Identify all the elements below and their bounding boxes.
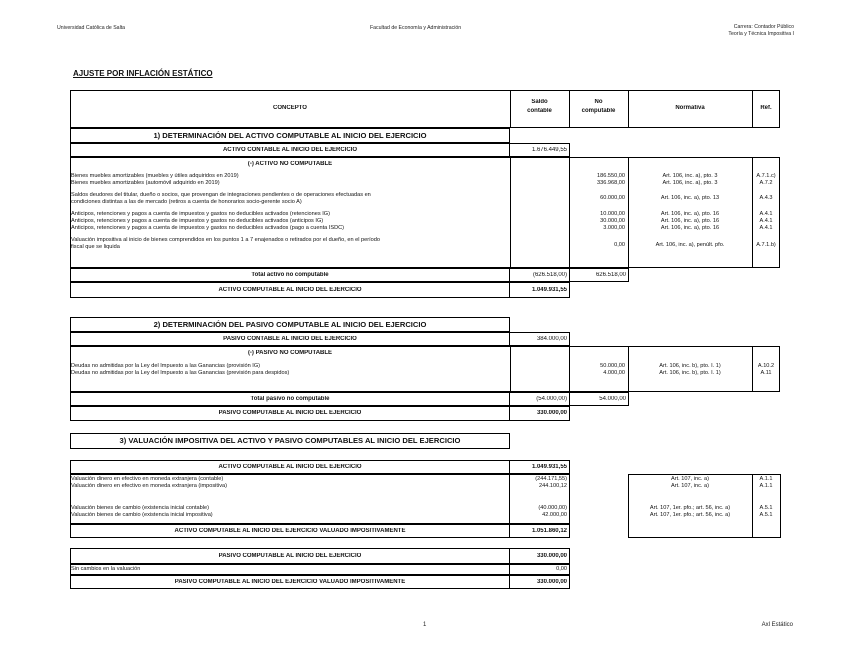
pasivo-computable-value: 330.000,00: [536, 410, 567, 416]
item-ref: A.5.1: [759, 505, 773, 511]
item-text: Valuación dinero en efectivo en moneda extranjera (contable): [71, 476, 224, 482]
s3-activo-label: ACTIVO COMPUTABLE AL INICIO DEL EJERCICIO: [218, 464, 362, 470]
item-text: Deudas no admitidas por la Ley del Impuesto a las Ganancias (previsión para despidos): [71, 370, 290, 376]
pasivo-no-computable-header: (-) PASIVO NO COMPUTABLE: [247, 350, 333, 356]
page-number: 1: [423, 622, 427, 628]
total-pasivo-no-computable-nocomp: 54.000,00: [599, 396, 626, 402]
pasivo-computable-label: PASIVO COMPUTABLE AL INICIO DEL EJERCICIO: [218, 410, 362, 416]
item-text: Valuación bienes de cambio (existencia inicial contable): [71, 505, 209, 511]
item-value: 4.000,00: [603, 370, 625, 376]
item-norm: Art. 106, inc. a), pto. 3: [662, 173, 718, 179]
item-norm: Art. 107, inc. a): [671, 483, 709, 489]
col-normativa: Normativa: [675, 105, 705, 111]
col-ref: Ref.: [760, 105, 772, 111]
col-nocomp-l2: computable: [581, 108, 616, 114]
item-norm: Art. 107, 1er. pfo.; art. 56, inc. a): [649, 505, 731, 511]
item-ref: A.4.3: [759, 195, 773, 201]
item-value: (40.000,00): [538, 505, 567, 511]
s3-pasivo-label: PASIVO COMPUTABLE AL INICIO DEL EJERCICIO: [218, 553, 362, 559]
section-1-title: 1) DETERMINACIÓN DEL ACTIVO COMPUTABLE AL INICIO DEL EJERCICIO: [153, 131, 427, 140]
item-ref: A.10.2: [757, 363, 775, 369]
s3-pasivo-value: 330.000,00: [536, 553, 567, 559]
item-norm: Art. 106, inc. a), pto. 3: [662, 180, 718, 186]
activo-computable-value: 1.049.931,55: [531, 287, 567, 293]
item-text: condiciones distintas a las de mercado (retiros a cuenta de honorarios socio-gerente socio A): [71, 199, 302, 205]
item-value: 30.000,00: [600, 218, 625, 224]
item-value: (244.171,55): [535, 476, 567, 482]
s3-activo-value: 1.049.931,55: [531, 464, 567, 470]
item-text: Anticipos, retenciones y pagos a cuenta de impuestos y gastos no deducibles activados (anticipos IG): [71, 218, 324, 224]
item-ref: A.7.1.c): [756, 173, 776, 179]
item-ref: A.1.1: [759, 476, 773, 482]
item-value: 3.000,00: [603, 225, 625, 231]
total-pasivo-no-computable-saldo: (54.000,00): [536, 396, 567, 402]
item-value: 10.000,00: [600, 211, 625, 217]
item-ref: A.7.1.b): [756, 242, 776, 248]
item-text: Anticipos, retenciones y pagos a cuenta de impuestos y gastos no deducibles activados (pago a cuenta ISDC): [71, 225, 345, 231]
item-norm: Art. 106, inc. a), pto. 16: [660, 225, 720, 231]
item-norm: Art. 107, inc. a): [671, 476, 709, 482]
s3-sin-cambios-label: Sin cambios en la valuación: [71, 566, 141, 572]
item-ref: A.4.1: [759, 225, 773, 231]
item-value: 42.000,00: [542, 512, 567, 518]
item-text: Valuación bienes de cambio (existencia inicial impositiva): [71, 512, 213, 518]
item-text: Anticipos, retenciones y pagos a cuenta de impuestos y gastos no deducibles activados (retenciones IG): [71, 211, 331, 217]
section-2-title: 2) DETERMINACIÓN DEL PASIVO COMPUTABLE AL INICIO DEL EJERCICIO: [153, 320, 427, 329]
header-subject: Teoría y Técnica Impositiva I: [728, 31, 794, 37]
item-value: 0,00: [614, 242, 625, 248]
item-text: Valuación dinero en efectivo en moneda extranjera (impositiva): [71, 483, 227, 489]
item-norm: Art. 106, inc. a), pto. 13: [660, 195, 720, 201]
total-activo-no-computable-saldo: (626.518,00): [532, 272, 567, 278]
s3-pasivo-result-value: 330.000,00: [536, 579, 567, 585]
header-faculty: Facultad de Economía y Administración: [370, 25, 462, 31]
item-ref: A.4.1: [759, 218, 773, 224]
activo-contable-value: 1.676.449,55: [531, 147, 567, 153]
document-title: AJUSTE POR INFLACIÓN ESTÁTICO: [73, 69, 213, 78]
item-ref: A.11: [760, 370, 772, 376]
header-university: Universidad Católica de Salta: [57, 25, 126, 31]
pasivo-contable-value: 384.000,00: [536, 336, 567, 342]
sheet-name: Axl Estático: [761, 622, 793, 628]
item-norm: Art. 106, inc. b), pto. I. 1): [659, 370, 721, 376]
item-value: 186.550,00: [597, 173, 625, 179]
item-norm: Art. 106, inc. a), pto. 16: [660, 218, 720, 224]
col-saldo-l1: Saldo: [531, 99, 548, 105]
item-text: Deudas no admitidas por la Ley del Impuesto a las Ganancias (provisión IG): [71, 363, 261, 369]
col-nocomp-l1: No: [594, 99, 603, 105]
item-text: Saldos deudores del titular, dueño o socios, que provengan de integraciones pendientes o de operaciones efectuadas en: [71, 192, 371, 198]
item-ref: A.4.1: [759, 211, 773, 217]
header-career: Carrera: Contador Público: [733, 24, 794, 30]
item-norm: Art. 106, inc. a), pto. 16: [660, 211, 720, 217]
s3-pasivo-result-label: PASIVO COMPUTABLE AL INICIO DEL EJERCICIO VALUADO IMPOSITIVAMENTE: [174, 579, 406, 585]
item-value: 60.000,00: [600, 195, 625, 201]
item-ref: A.5.1: [759, 512, 773, 518]
col-concepto: CONCEPTO: [273, 105, 307, 111]
item-ref: A.7.2: [759, 180, 773, 186]
col-saldo-l2: contable: [527, 108, 552, 114]
total-activo-no-computable-nocomp: 626.518,00: [595, 272, 626, 278]
item-norm: Art. 106, inc. a), penúlt. pfo.: [655, 242, 725, 248]
activo-computable-label: ACTIVO COMPUTABLE AL INICIO DEL EJERCICIO: [218, 287, 362, 293]
pasivo-contable-label: PASIVO CONTABLE AL INICIO DEL EJERCICIO: [223, 336, 357, 342]
item-value: 336.968,00: [597, 180, 625, 186]
s3-activo-result-label: ACTIVO COMPUTABLE AL INICIO DEL EJERCICIO VALUADO IMPOSITIVAMENTE: [174, 528, 406, 534]
item-value: 244.100,12: [539, 483, 567, 489]
s3-sin-cambios-value: 0,00: [556, 566, 567, 572]
s3-activo-result-value: 1.051.860,12: [531, 528, 567, 534]
item-norm: Art. 107, 1er. pfo.; art. 56, inc. a): [649, 512, 731, 518]
item-ref: A.1.1: [759, 483, 773, 489]
item-text: Valuación impositiva al inicio de bienes comprendidos en los puntos 1 a 7 enajenados o retirados por el dueño, en el período: [71, 237, 380, 243]
total-pasivo-no-computable-label: Total pasivo no computable: [250, 396, 330, 402]
item-text: Bienes muebles amortizables (automóvil adquirido en 2019): [71, 180, 220, 186]
item-text: fiscal que se liquida: [71, 244, 120, 250]
activo-no-computable-header: (-) ACTIVO NO COMPUTABLE: [247, 161, 333, 167]
activo-contable-label: ACTIVO CONTABLE AL INICIO DEL EJERCICIO: [222, 147, 358, 153]
item-text: Bienes muebles amortizables (muebles y útiles adquiridos en 2019): [71, 173, 239, 179]
item-value: 50.000,00: [600, 363, 625, 369]
section-3-title: 3) VALUACIÓN IMPOSITIVA DEL ACTIVO Y PASIVO COMPUTABLES AL INICIO DEL EJERCICIO: [119, 436, 461, 445]
item-norm: Art. 106, inc. b), pto. I. 1): [659, 363, 721, 369]
total-activo-no-computable-label: Total activo no computable: [251, 272, 329, 278]
